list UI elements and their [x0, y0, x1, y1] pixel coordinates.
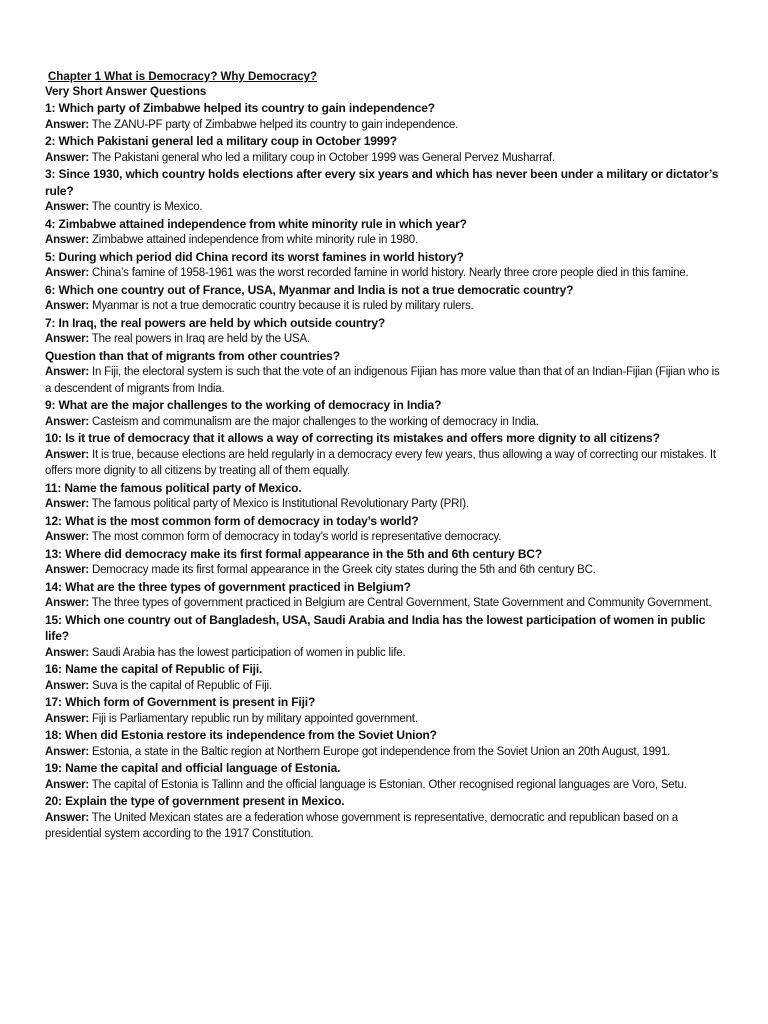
- answer: [45, 232, 725, 249]
- question: 15: Which one country out of Bangladesh, USA, Saudi Arabia and India has the lowest participation of women in public life?: [45, 612, 706, 643]
- answer: [45, 529, 725, 546]
- answer-text: The ZANU-PF party of Zimbabwe helped its country to gain independence.: [91, 118, 459, 131]
- answer-label: Answer:: [45, 531, 89, 543]
- answer: [45, 265, 725, 282]
- answer-label: Answer:: [45, 333, 89, 345]
- answer: [45, 711, 725, 728]
- answer: [45, 117, 725, 134]
- question: 2: Which Pakistani general led a military coup in October 1999?: [45, 134, 397, 148]
- answer-label: Answer:: [45, 201, 89, 213]
- answer: [45, 496, 725, 513]
- answer-label: Answer:: [45, 712, 89, 725]
- answer-text: The Pakistani general who led a military coup in October 1999 was General Pervez Musharraf.: [91, 151, 555, 164]
- question: 12: What is the most common form of democracy in today’s world?: [45, 513, 419, 528]
- answer-label: Answer:: [45, 646, 89, 659]
- answer-text: Saudi Arabia has the lowest participation of women in public life.: [91, 646, 406, 659]
- question: 17: Which form of Government is present in Fiji?: [45, 695, 316, 709]
- answer-text: Myanmar is not a true democratic country because it is ruled by military rulers.: [91, 300, 474, 312]
- answer-text: Democracy made its first formal appearance in the Greek city states during the 5th and 6th century BC.: [91, 564, 596, 576]
- answer-text: The capital of Estonia is Tallinn and the official language is Estonian. Other recognised regional languages are Voro, Setu.: [91, 778, 687, 791]
- answer-label: Answer:: [45, 366, 89, 378]
- question: 11: Name the famous political party of Mexico.: [45, 480, 302, 495]
- answer-label: Answer:: [45, 679, 89, 692]
- question: 6: Which one country out of France, USA, Myanmar and India is not a true democratic country?: [45, 282, 574, 297]
- answer-text: The most common form of democracy in today’s world is representative democracy.: [91, 531, 502, 543]
- answer-text: The famous political party of Mexico is Institutional Revolutionary Party (PRI).: [91, 498, 469, 510]
- answer: [45, 298, 725, 315]
- question: 18: When did Estonia restore its independence from the Soviet Union?: [45, 728, 437, 742]
- answer-text: The real powers in Iraq are held by the USA.: [91, 333, 310, 345]
- question: Question than that of migrants from other countries?: [45, 348, 340, 363]
- answer-text: The three types of government practiced in Belgium are Central Government, State Government and Community Government.: [91, 597, 712, 609]
- answer-label: Answer:: [45, 597, 89, 609]
- question: 9: What are the major challenges to the working of democracy in India?: [45, 398, 442, 412]
- answer: [45, 744, 725, 761]
- answer-label: Answer:: [45, 811, 89, 824]
- question: 16: Name the capital of Republic of Fiji.: [45, 662, 263, 676]
- answer: [45, 150, 725, 167]
- question: 10: Is it true of democracy that it allows a way of correcting its mistakes and offers more dignity to all citizens?: [45, 431, 660, 445]
- answer: [45, 414, 725, 431]
- answer-text: China’s famine of 1958-1961 was the worst recorded famine in world history. Nearly three crore people died in this famine.: [91, 267, 689, 279]
- answer-text: The United Mexican states are a federation whose government is representative, democratic and republican based on a presidential system according to the 1917 Constitution.: [45, 811, 678, 840]
- question: 19: Name the capital and official language of Estonia.: [45, 761, 341, 775]
- answer-label: Answer:: [45, 448, 89, 461]
- answer-text: Fiji is Parliamentary republic run by military appointed government.: [91, 712, 418, 725]
- answer-label: Answer:: [45, 564, 89, 576]
- answer-text: In Fiji, the electoral system is such that the vote of an indigenous Fijian has more value than that of an Indian-Fijian (Fijian who is a descendent of migrants from India.: [45, 366, 720, 395]
- qa-list: [45, 100, 725, 843]
- question: 20: Explain the type of government present in Mexico.: [45, 794, 345, 808]
- question: 5: During which period did China record its worst famines in world history?: [45, 249, 464, 264]
- answer: [45, 777, 725, 794]
- question: 13: Where did democracy make its first formal appearance in the 5th and 6th century BC?: [45, 546, 543, 561]
- section-title: Very Short Answer Questions: [45, 86, 207, 98]
- answer: [45, 199, 725, 216]
- question: 14: What are the three types of government practiced in Belgium?: [45, 579, 411, 594]
- question: 7: In Iraq, the real powers are held by which outside country?: [45, 315, 386, 330]
- answer: [45, 364, 725, 397]
- chapter-title: Chapter 1 What is Democracy? Why Democracy?: [48, 71, 318, 83]
- answer: [45, 678, 725, 695]
- answer: [45, 331, 725, 348]
- answer: [45, 595, 725, 612]
- answer-label: Answer:: [45, 151, 89, 164]
- answer-label: Answer:: [45, 300, 89, 312]
- answer-label: Answer:: [45, 778, 89, 791]
- answer-label: Answer:: [45, 415, 89, 428]
- question: 1: Which party of Zimbabwe helped its country to gain independence?: [45, 101, 435, 115]
- answer-label: Answer:: [45, 234, 89, 246]
- answer-text: Estonia, a state in the Baltic region at Northern Europe got independence from the Soviet Union an 20th August, 1991.: [91, 745, 671, 758]
- question: 3: Since 1930, which country holds elections after every six years and which has never been under a military or dictator’s rule?: [45, 167, 719, 198]
- answer-label: Answer:: [45, 745, 89, 758]
- answer-label: Answer:: [45, 267, 89, 279]
- answer-text: It is true, because elections are held regularly in a democracy every few years, thus allowing a way of correcting our mistakes. It offers more dignity to all citizens by treating all of them equally.: [45, 448, 716, 477]
- answer-label: Answer:: [45, 498, 89, 510]
- answer-text: Casteism and communalism are the major challenges to the working of democracy in India.: [91, 415, 539, 428]
- answer-label: Answer:: [45, 118, 89, 131]
- document-content: [45, 70, 725, 843]
- answer: [45, 645, 725, 662]
- answer: [45, 810, 725, 843]
- question: 4: Zimbabwe attained independence from white minority rule in which year?: [45, 216, 467, 231]
- answer-text: Suva is the capital of Republic of Fiji.: [91, 679, 272, 692]
- answer-text: Zimbabwe attained independence from white minority rule in 1980.: [91, 234, 418, 246]
- answer: [45, 562, 725, 579]
- answer-text: The country is Mexico.: [91, 201, 203, 213]
- answer: [45, 447, 725, 480]
